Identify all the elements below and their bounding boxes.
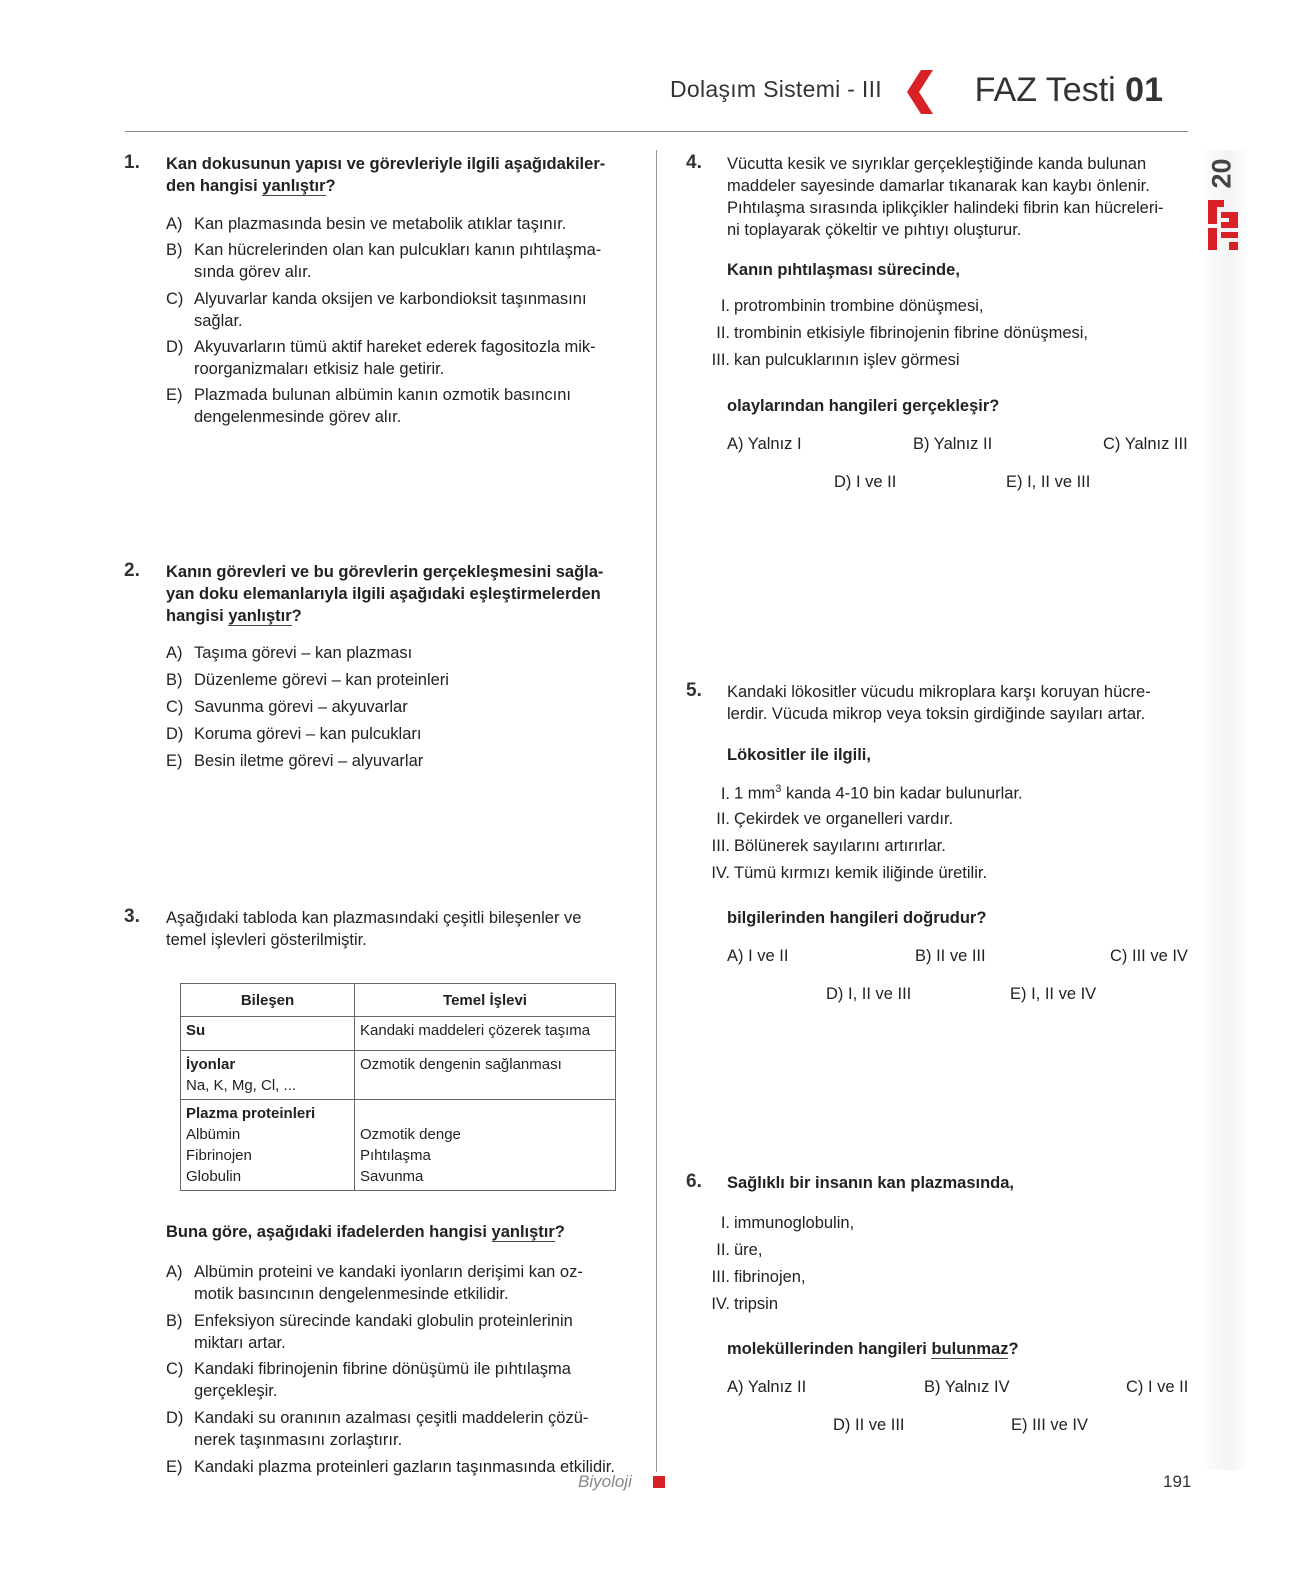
faz-logo-icon [1208, 200, 1238, 250]
chevron-left-icon [907, 70, 933, 114]
answer-option[interactable]: E) Plazmada bulunan albümin kanın ozmotik basıncını dengelenmesinde görev alır. [166, 386, 571, 426]
answer-option[interactable]: D) Akyuvarların tümü aktif hareket ederek fagositozla mik- roorganizmaları etkisiz hale getirir. [166, 338, 596, 378]
roman-item: III. Bölünerek sayılarını artırırlar. [711, 837, 946, 855]
answer-option[interactable]: E) I, II ve IV [1010, 985, 1097, 1003]
answer-option[interactable]: C) III ve IV [1110, 947, 1188, 965]
table-row: İyonlar Na, K, Mg, Cl, ... Ozmotik dengenin sağlanması [181, 1051, 616, 1100]
answer-option[interactable]: C) Alyuvarlar kanda oksijen ve karbondioksit taşınmasını sağlar. [166, 290, 587, 330]
question-stem: Aşağıdaki tabloda kan plazmasındaki çeşitli bileşenler ve temel işlevleri gösterilmiştir. [166, 909, 582, 949]
table-header: Bileşen [181, 984, 355, 1017]
roman-item: I. 1 $mm^3$ kanda 4-10 bin kadar bulunurlar. [720, 783, 1023, 803]
question-lead: Kanın pıhtılaşması sürecinde, [727, 261, 960, 279]
answer-option[interactable]: D) I, II ve III [826, 985, 912, 1003]
question-number: 3. [124, 906, 140, 927]
roman-item: II. üre, [716, 1241, 763, 1259]
answer-option[interactable]: B) Yalnız IV [924, 1378, 1010, 1396]
answer-option[interactable]: B) Kan hücrelerinden olan kan pulcukları kanın pıhtılaşma- sında görev alır. [166, 241, 602, 281]
answer-option[interactable]: B) Enfeksiyon sürecinde kandaki globulin proteinlerinin miktarı artar. [166, 1312, 573, 1352]
question-number: 6. [686, 1171, 702, 1192]
question-prompt: bilgilerinden hangileri doğrudur? [727, 909, 987, 927]
question-lead: Sağlıklı bir insanın kan plazmasında, [727, 1174, 1015, 1192]
column-divider [656, 150, 657, 1472]
question-prompt: olaylarından hangileri gerçekleşir? [727, 397, 1000, 415]
subject-label: Biyoloji [578, 1472, 632, 1491]
footer-square-icon [653, 1476, 665, 1488]
answer-option[interactable]: D) II ve III [833, 1416, 905, 1434]
question-prompt: moleküllerinden hangileri bulunmaz? [727, 1340, 1019, 1358]
roman-item: IV. Tümü kırmızı kemik iliğinde üretilir. [711, 864, 988, 882]
table-row: Plazma proteinleri Albümin Fibrinojen Globulin Ozmotik denge Pıhtılaşma Savunma [181, 1100, 616, 1191]
question-stem: Kanın görevleri ve bu görevlerin gerçekleşmesini sağla- yan doku elemanlarıyla ilgili aşağıdaki eşleştirmelerden hangisi yanlıştır? [166, 563, 604, 625]
answer-option[interactable]: B) II ve III [915, 947, 986, 965]
roman-item: II. trombinin etkisiyle fibrinojenin fibrine dönüşmesi, [716, 324, 1089, 342]
answer-option[interactable]: D) I ve II [834, 473, 897, 491]
question-number: 1. [124, 152, 140, 173]
page-number: 191 [1163, 1472, 1192, 1491]
side-strip [1199, 150, 1249, 1470]
question-passage: Kandaki lökositler vücudu mikroplara karşı koruyan hücre- lerdir. Vücuda mikrop veya toksin girdiğinde sayıları artar. [727, 683, 1151, 723]
roman-item: II. Çekirdek ve organelleri vardır. [716, 810, 954, 828]
answer-option[interactable]: B) Yalnız II [913, 435, 993, 453]
section-subtitle: Dolaşım Sistemi - III [669, 76, 882, 102]
question-stem: Kan dokusunun yapısı ve görevleriyle ilgili aşağıdakiler- den hangisi yanlıştır? [166, 155, 606, 195]
plasma-components-table [180, 983, 616, 1191]
question-prompt: Buna göre, aşağıdaki ifadelerden hangisi yanlıştır? [166, 1223, 565, 1241]
question-passage: Vücutta kesik ve sıyrıklar gerçekleştiğinde kanda bulunan maddeler sayesinde damarlar tıkanarak kan kaybı önlenir. Pıhtılaşma sırasında iplikçikler halindeki fibrin kan hücreleri- ni toplayarak çökeltir ve pıhtıyı oluşturur. [727, 155, 1164, 239]
answer-option[interactable]: C) I ve II [1126, 1378, 1189, 1396]
roman-item: III. fibrinojen, [711, 1268, 806, 1286]
answer-option[interactable]: A) Albümin proteini ve kandaki iyonların derişimi kan oz- motik basıncının dengelenmesinde etkilidir. [166, 1263, 583, 1303]
roman-item: IV. tripsin [711, 1295, 779, 1313]
table-row: Su Kandaki maddeleri çözerek taşıma [181, 1017, 616, 1051]
answer-option[interactable]: C) Yalnız III [1103, 435, 1188, 453]
answer-option[interactable]: E) III ve IV [1011, 1416, 1089, 1434]
answer-option[interactable]: C) Kandaki fibrinojenin fibrine dönüşümü ile pıhtılaşma gerçekleşir. [166, 1360, 571, 1400]
roman-item: I. protrombinin trombine dönüşmesi, [720, 297, 984, 315]
question-number: 2. [124, 560, 140, 581]
question-number: 4. [686, 152, 702, 173]
table-header: Temel İşlevi [355, 984, 616, 1017]
side-test-number: 20 [1206, 158, 1237, 189]
answer-option[interactable]: E) I, II ve III [1006, 473, 1091, 491]
answer-option[interactable]: A) Yalnız I [727, 435, 802, 453]
answer-option[interactable]: A) Yalnız II [727, 1378, 807, 1396]
header-divider [125, 131, 1188, 132]
roman-item: I. immunoglobulin, [720, 1214, 855, 1232]
roman-item: III. kan pulcuklarının işlev görmesi [711, 351, 960, 369]
answer-option[interactable]: A) I ve II [727, 947, 789, 965]
answer-option[interactable]: D) Kandaki su oranının azalması çeşitli maddelerin çözü- nerek taşınmasını zorlaştırır. [166, 1409, 589, 1449]
test-title: FAZ Testi 01 [974, 71, 1163, 109]
question-number: 5. [686, 680, 702, 701]
question-lead: Lökositler ile ilgili, [727, 746, 871, 764]
